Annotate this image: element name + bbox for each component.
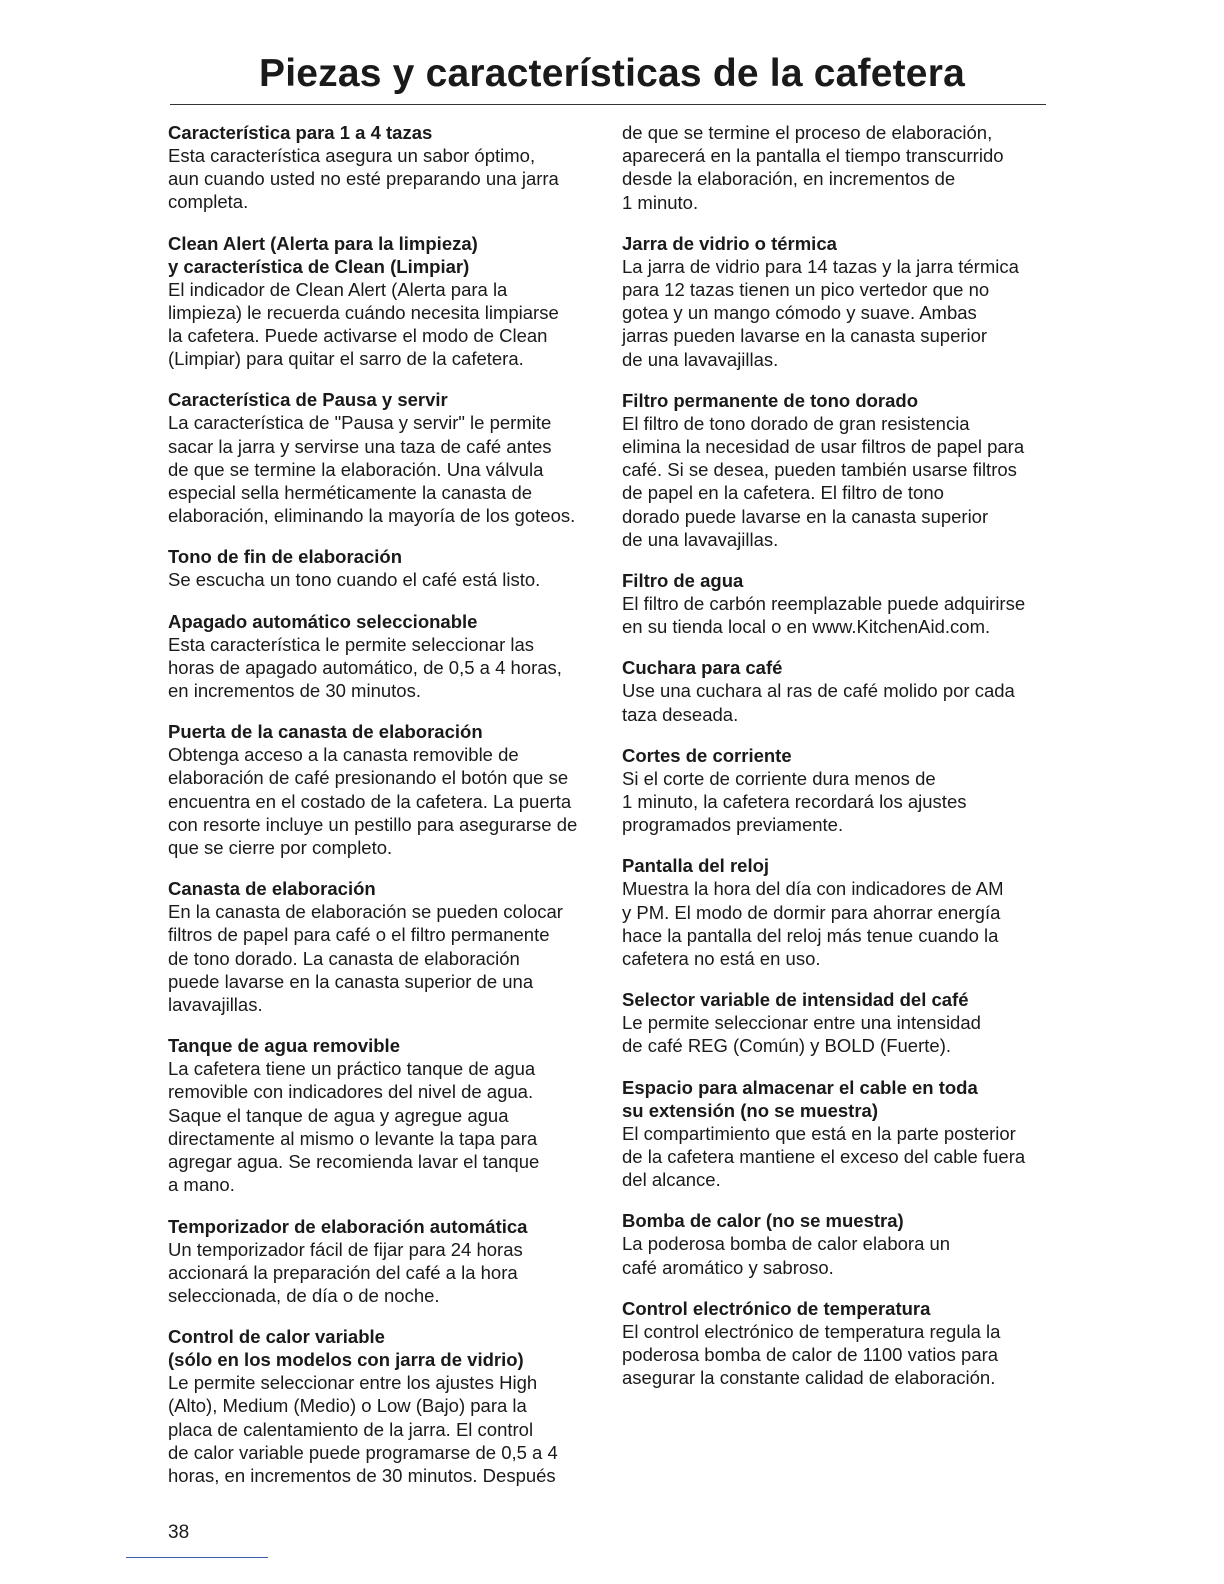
- section-carafe: [622, 232, 1050, 371]
- section-body: En la canasta de elaboración se pueden colocar filtros de papel para café o el filtro permanente de tono dorado. La canasta de elaboración puede lavarse en la canasta superior de una lavavajillas.: [168, 901, 563, 1016]
- section-body: de que se termine el proceso de elaboración, aparecerá en la pantalla el tiempo transcurrido desde la elaboración, en incrementos de 1 minuto.: [622, 122, 1004, 213]
- section-brew-end-tone: [168, 545, 598, 591]
- section-body: Muestra la hora del día con indicadores de AM y PM. El modo de dormir para ahorrar energía hace la pantalla del reloj más tenue cuando la cafetera no está en uso.: [622, 878, 1004, 970]
- page-number: 38: [168, 1522, 190, 1543]
- section-body: Obtenga acceso a la canasta removible de elaboración de café presionando el botón que se encuentra en el costado de la cafetera. La puerta con resorte incluye un pestillo para asegurarse de que se cierre por completo.: [168, 744, 578, 859]
- page-title: Piezas y características de la cafetera: [259, 52, 965, 95]
- section-water-filter: [622, 569, 1050, 638]
- section-heading: Filtro de agua: [622, 570, 744, 592]
- section-body: El control electrónico de temperatura regula la poderosa bomba de calor de 1100 vatios para asegurar la constante calidad de elaboración.: [622, 1320, 1001, 1389]
- section-body: El indicador de Clean Alert (Alerta para la limpieza) le recuerda cuándo necesita limpiarse la cafetera. Puede activarse el modo de Clean (Limpiar) para quitar el sarro de la cafetera.: [168, 278, 559, 370]
- section-temperature-control: [622, 1297, 1050, 1390]
- section-body: Un temporizador fácil de fijar para 24 horas accionará la preparación del café a la hora seleccionada, de día o de noche.: [168, 1238, 523, 1306]
- section-body: El filtro de carbón reemplazable puede adquirirse en su tienda local o en www.KitchenAid.com.: [622, 593, 1026, 638]
- section-continued: [622, 121, 1050, 214]
- footer-divider: [126, 1557, 268, 1558]
- section-heading: Cortes de corriente: [622, 744, 792, 766]
- section-body: Esta característica le permite seleccionar las horas de apagado automático, de 0,5 a 4 horas, en incrementos de 30 minutos.: [168, 633, 562, 702]
- section-heading: Temporizador de elaboración automática: [168, 1215, 528, 1237]
- section-heading: Canasta de elaboración: [168, 878, 376, 900]
- section-auto-brew-timer: [168, 1215, 598, 1308]
- section-body: El filtro de tono dorado de gran resistencia elimina la necesidad de usar filtros de papel para café. Si se desea, pueden también usarse filtros de papel en la cafetera. El filtro de tono dorado puede lavarse en la canasta superior de una lavavajillas.: [622, 412, 1025, 550]
- title-divider: [170, 104, 1046, 105]
- section-heading: Tanque de agua removible: [168, 1035, 400, 1057]
- section-heading: Tono de fin de elaboración: [168, 546, 403, 568]
- section-heat-pump: [622, 1209, 1050, 1278]
- section-heading: Característica para 1 a 4 tazas: [168, 122, 433, 143]
- section-water-tank: [168, 1034, 598, 1196]
- section-heading: Cuchara para café: [622, 657, 783, 679]
- section-heading: Bomba de calor (no se muestra): [622, 1210, 904, 1232]
- section-heading: Clean Alert (Alerta para la limpieza) y característica de Clean (Limpiar): [168, 232, 478, 277]
- right-column: [622, 121, 1050, 1407]
- section-body: La poderosa bomba de calor elabora un café aromático y sabroso.: [622, 1233, 951, 1278]
- section-strength-selector: [622, 988, 1050, 1057]
- section-variable-heat: [168, 1325, 598, 1487]
- section-body: La característica de "Pausa y servir" le permite sacar la jarra y servirse una taza de café antes de que se termine la elaboración. Una válvula especial sella herméticamente la canasta de elaboración, eliminando la mayoría de los goteos.: [168, 412, 576, 527]
- section-heading: Puerta de la canasta de elaboración: [168, 721, 483, 743]
- section-coffee-scoop: [622, 656, 1050, 725]
- section-body: El compartimiento que está en la parte posterior de la cafetera mantiene el exceso del cable fuera del alcance.: [622, 1122, 1026, 1191]
- section-power-outages: [622, 744, 1050, 837]
- section-clock-display: [622, 854, 1050, 970]
- section-heading: Jarra de vidrio o térmica: [622, 232, 837, 254]
- section-cord-storage: [622, 1076, 1050, 1192]
- section-body: La jarra de vidrio para 14 tazas y la jarra térmica para 12 tazas tienen un pico vertedor que no gotea y un mango cómodo y suave. Ambas jarras pueden lavarse en la canasta superior de una lavavajillas.: [622, 255, 1019, 370]
- section-heading: Control electrónico de temperatura: [622, 1297, 931, 1319]
- section-body: Si el corte de corriente dura menos de 1 minuto, la cafetera recordará los ajustes programados previamente.: [622, 767, 967, 836]
- section-body: Le permite seleccionar entre los ajustes High (Alto), Medium (Medio) o Low (Bajo) para la placa de calentamiento de la jarra. El control de calor variable puede programarse de 0,5 a 4 horas, en incrementos de 30 minutos. Después: [168, 1372, 558, 1486]
- section-heading: Filtro permanente de tono dorado: [622, 389, 919, 411]
- section-heading: Pantalla del reloj: [622, 855, 770, 877]
- section-heading: Espacio para almacenar el cable en toda su extensión (no se muestra): [622, 1076, 978, 1121]
- section-body: Use una cuchara al ras de café molido por cada taza deseada.: [622, 680, 1015, 725]
- section-gold-tone-filter: [622, 389, 1050, 551]
- section-body: La cafetera tiene un práctico tanque de agua removible con indicadores del nivel de agua. Saque el tanque de agua y agregue agua directamente al mismo o levante la tapa para agregar agua. Se recomienda lavar el tanque a mano.: [168, 1058, 540, 1196]
- section-auto-shutoff: [168, 610, 598, 703]
- section-heading: Característica de Pausa y servir: [168, 389, 448, 411]
- section-body: Le permite seleccionar entre una intensidad de café REG (Común) y BOLD (Fuerte).: [622, 1012, 981, 1057]
- section-heading: Selector variable de intensidad del café: [622, 989, 969, 1011]
- section-1-4-cups: [168, 121, 598, 214]
- left-column: [168, 121, 598, 1505]
- section-body: Esta característica asegura un sabor óptimo, aun cuando usted no esté preparando una jarra completa.: [168, 145, 559, 213]
- section-brew-basket-door: [168, 720, 598, 859]
- section-heading: Control de calor variable (sólo en los modelos con jarra de vidrio): [168, 1326, 524, 1371]
- section-clean-alert: [168, 232, 598, 371]
- section-body: Se escucha un tono cuando el café está listo.: [168, 569, 541, 591]
- section-pause-serve: [168, 388, 598, 527]
- section-heading: Apagado automático seleccionable: [168, 610, 478, 632]
- section-brew-basket: [168, 877, 598, 1016]
